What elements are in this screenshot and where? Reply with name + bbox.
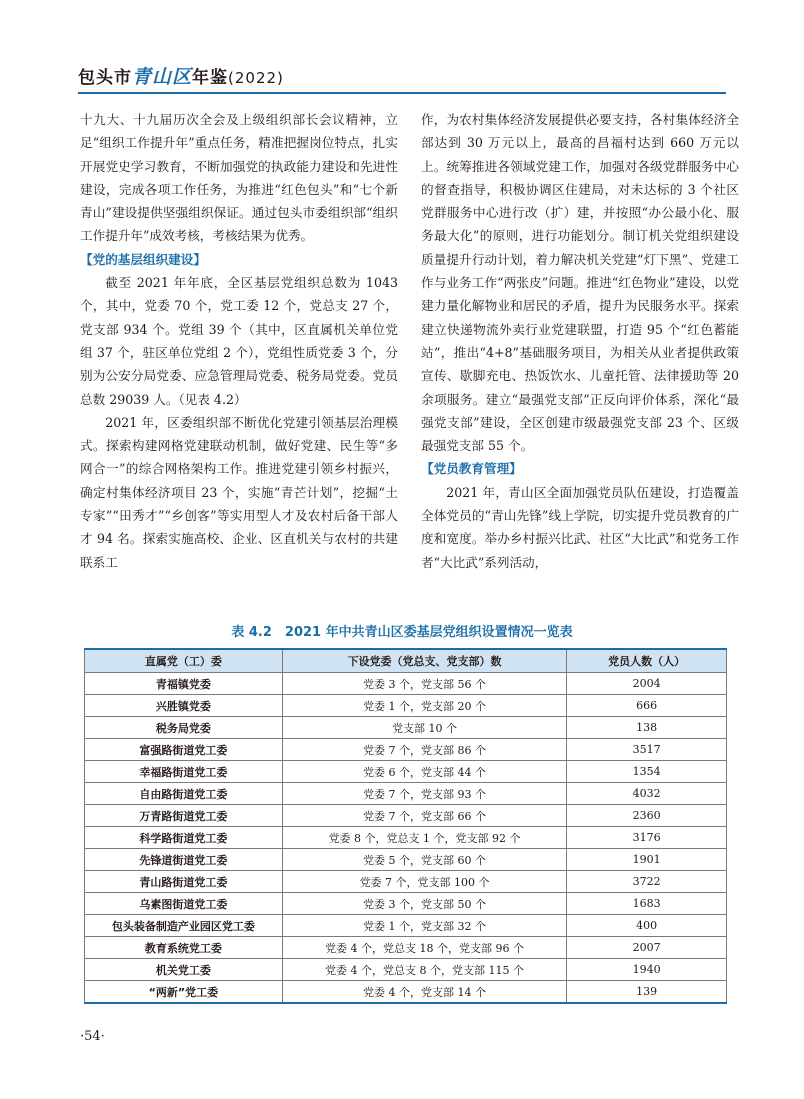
sub-org-count-cell: 党委 3 个，党支部 50 个 xyxy=(282,893,567,915)
member-count-cell: 2360 xyxy=(567,805,727,827)
sub-org-count-cell: 党委 7 个，党支部 86 个 xyxy=(282,739,567,761)
party-organization-table xyxy=(84,648,727,1004)
org-name-cell: 自由路街道党工委 xyxy=(85,783,283,805)
table-header-row xyxy=(85,649,727,673)
section-heading-member-education: 【党员教育管理】 xyxy=(421,461,522,477)
org-name-cell: 科学路街道党工委 xyxy=(85,827,283,849)
right-paragraph-1: 作，为农村集体经济发展提供必要支持，各村集体经济全部达到 30 万元以上，最高的昌福村达到 660 万元以上。统筹推进各领域党建工作，加强对各级党群服务中心的督查指导，积极协调区住建局，对未达标的 3 个社区党群服务中心进行改（扩）建，并按照“办公最小化、服务最大化”的原则，进行功能划分。制订机关党组织建设质量提升行动计划，着力解决机关党建“灯下黑”、党建工作与业务工作“两张皮”问题。推进“红色物业”建设，以党建力量化解物业和居民的矛盾，提升为民服务水平。探索建立快递物流外卖行业党建联盟，打造 95 个“红色蓄能站”，推出“4+8”基础服务项目，为相关从业者提供政策宣传、歇脚充电、热饭饮水、儿童托管、法律援助等 20 余项服务。建立“最强党支部”正反向评价体系，深化“最强党支部”建设，全区创建市级最强党支部 23 个、区级最强党支部 55 个。 xyxy=(421,112,739,454)
org-name-cell: 兴胜镇党委 xyxy=(85,695,283,717)
table-row xyxy=(85,739,727,761)
table-row xyxy=(85,849,727,871)
sub-org-count-cell: 党委 1 个，党支部 20 个 xyxy=(282,695,567,717)
header-cell: 下设党委（党总支、党支部）数 xyxy=(282,649,567,673)
member-count-cell: 666 xyxy=(567,695,727,717)
page-number: ·54· xyxy=(80,1029,105,1044)
right-column xyxy=(421,108,739,574)
header-rule xyxy=(78,92,726,94)
sub-org-count-cell: 党委 8 个，党总支 1 个，党支部 92 个 xyxy=(282,827,567,849)
member-count-cell: 1940 xyxy=(567,959,727,981)
table-row xyxy=(85,959,727,981)
member-count-cell: 138 xyxy=(567,717,727,739)
table-row xyxy=(85,981,727,1004)
org-name-cell: “两新”党工委 xyxy=(85,981,283,1004)
header-brand: 青山区 xyxy=(132,66,193,88)
table-row xyxy=(85,915,727,937)
table-row xyxy=(85,871,727,893)
header-cell: 党员人数（人） xyxy=(567,649,727,673)
org-name-cell: 青山路街道党工委 xyxy=(85,871,283,893)
sub-org-count-cell: 党委 7 个，党支部 66 个 xyxy=(282,805,567,827)
org-name-cell: 万青路街道党工委 xyxy=(85,805,283,827)
org-name-cell: 包头装备制造产业园区党工委 xyxy=(85,915,283,937)
table-row xyxy=(85,761,727,783)
header-suffix: 年鉴 xyxy=(192,68,229,88)
org-name-cell: 乌素图街道党工委 xyxy=(85,893,283,915)
sub-org-count-cell: 党委 1 个，党支部 32 个 xyxy=(282,915,567,937)
sub-org-count-cell: 党委 3 个，党支部 56 个 xyxy=(282,673,567,695)
header-year: (2022) xyxy=(228,69,284,87)
table-row xyxy=(85,937,727,959)
org-name-cell: 先锋道街道党工委 xyxy=(85,849,283,871)
left-paragraph-2: 截至 2021 年年底，全区基层党组织总数为 1043 个，其中，党委 70 个，党工委 12 个，党总支 27 个，党支部 934 个。党组 39 个（其中，区直属机关单位党组 37 个，驻区单位党组 2 个），党组性质党委 3 个，分别为公安分局党委、应急管理局党委、税务局党委。党员总数 29039 人。（见表 4.2） xyxy=(80,275,398,407)
sub-org-count-cell: 党委 7 个，党支部 93 个 xyxy=(282,783,567,805)
left-paragraph-3: 2021 年，区委组织部不断优化党建引领基层治理模式。探索构建网格党建联动机制，做好党建、民生等“多网合一”的综合网格架构工作。推进党建引领乡村振兴，确定村集体经济项目 23 个，实施“青芒计划”，挖掘“土专家”“田秀才”“乡创客”等实用型人才及农村后备干部人才 94 名。探索实施高校、企业、区直机关与农村的共建联系工 xyxy=(80,414,398,570)
table-row xyxy=(85,827,727,849)
running-header xyxy=(78,62,284,89)
sub-org-count-cell: 党委 4 个，党总支 8 个，党支部 115 个 xyxy=(282,959,567,981)
member-count-cell: 3722 xyxy=(567,871,727,893)
member-count-cell: 1901 xyxy=(567,849,727,871)
org-name-cell: 富强路街道党工委 xyxy=(85,739,283,761)
org-name-cell: 青福镇党委 xyxy=(85,673,283,695)
member-count-cell: 3176 xyxy=(567,827,727,849)
org-name-cell: 机关党工委 xyxy=(85,959,283,981)
table-row xyxy=(85,893,727,915)
org-name-cell: 教育系统党工委 xyxy=(85,937,283,959)
sub-org-count-cell: 党委 4 个，党总支 18 个，党支部 96 个 xyxy=(282,937,567,959)
sub-org-count-cell: 党支部 10 个 xyxy=(282,717,567,739)
member-count-cell: 400 xyxy=(567,915,727,937)
table-row xyxy=(85,673,727,695)
org-name-cell: 税务局党委 xyxy=(85,717,283,739)
table-row xyxy=(85,717,727,739)
table-row xyxy=(85,783,727,805)
member-count-cell: 3517 xyxy=(567,739,727,761)
member-count-cell: 139 xyxy=(567,981,727,1004)
org-name-cell: 幸福路街道党工委 xyxy=(85,761,283,783)
member-count-cell: 2004 xyxy=(567,673,727,695)
table-row xyxy=(85,695,727,717)
member-count-cell: 1683 xyxy=(567,893,727,915)
left-paragraph-1: 十九大、十九届历次全会及上级组织部长会议精神，立足“组织工作提升年”重点任务，精准把握岗位特点，扎实开展党史学习教育，不断加强党的执政能力建设和先进性建设，完成各项工作任务，为推进“红色包头”和“七个新青山”建设提供坚强组织保证。通过包头市委组织部“组织工作提升年”成效考核，考核结果为优秀。 xyxy=(80,112,398,244)
sub-org-count-cell: 党委 5 个，党支部 60 个 xyxy=(282,849,567,871)
right-paragraph-2: 2021 年，青山区全面加强党员队伍建设，打造覆盖全体党员的“青山先锋”线上学院，切实提升党员教育的广度和宽度。举办乡村振兴比武、社区“大比武”和党务工作者“大比武”系列活动， xyxy=(421,484,739,570)
member-count-cell: 1354 xyxy=(567,761,727,783)
sub-org-count-cell: 党委 7 个，党支部 100 个 xyxy=(282,871,567,893)
member-count-cell: 4032 xyxy=(567,783,727,805)
table-title: 表 4.2 2021 年中共青山区委基层党组织设置情况一览表 xyxy=(231,625,573,640)
left-column xyxy=(80,108,398,574)
member-count-cell: 2007 xyxy=(567,937,727,959)
table-row xyxy=(85,805,727,827)
section-heading-grassroots: 【党的基层组织建设】 xyxy=(80,251,206,267)
sub-org-count-cell: 党委 6 个，党支部 44 个 xyxy=(282,761,567,783)
sub-org-count-cell: 党委 4 个，党支部 14 个 xyxy=(282,981,567,1004)
header-prefix: 包头市 xyxy=(78,68,132,88)
header-cell: 直属党（工）委 xyxy=(85,649,283,673)
